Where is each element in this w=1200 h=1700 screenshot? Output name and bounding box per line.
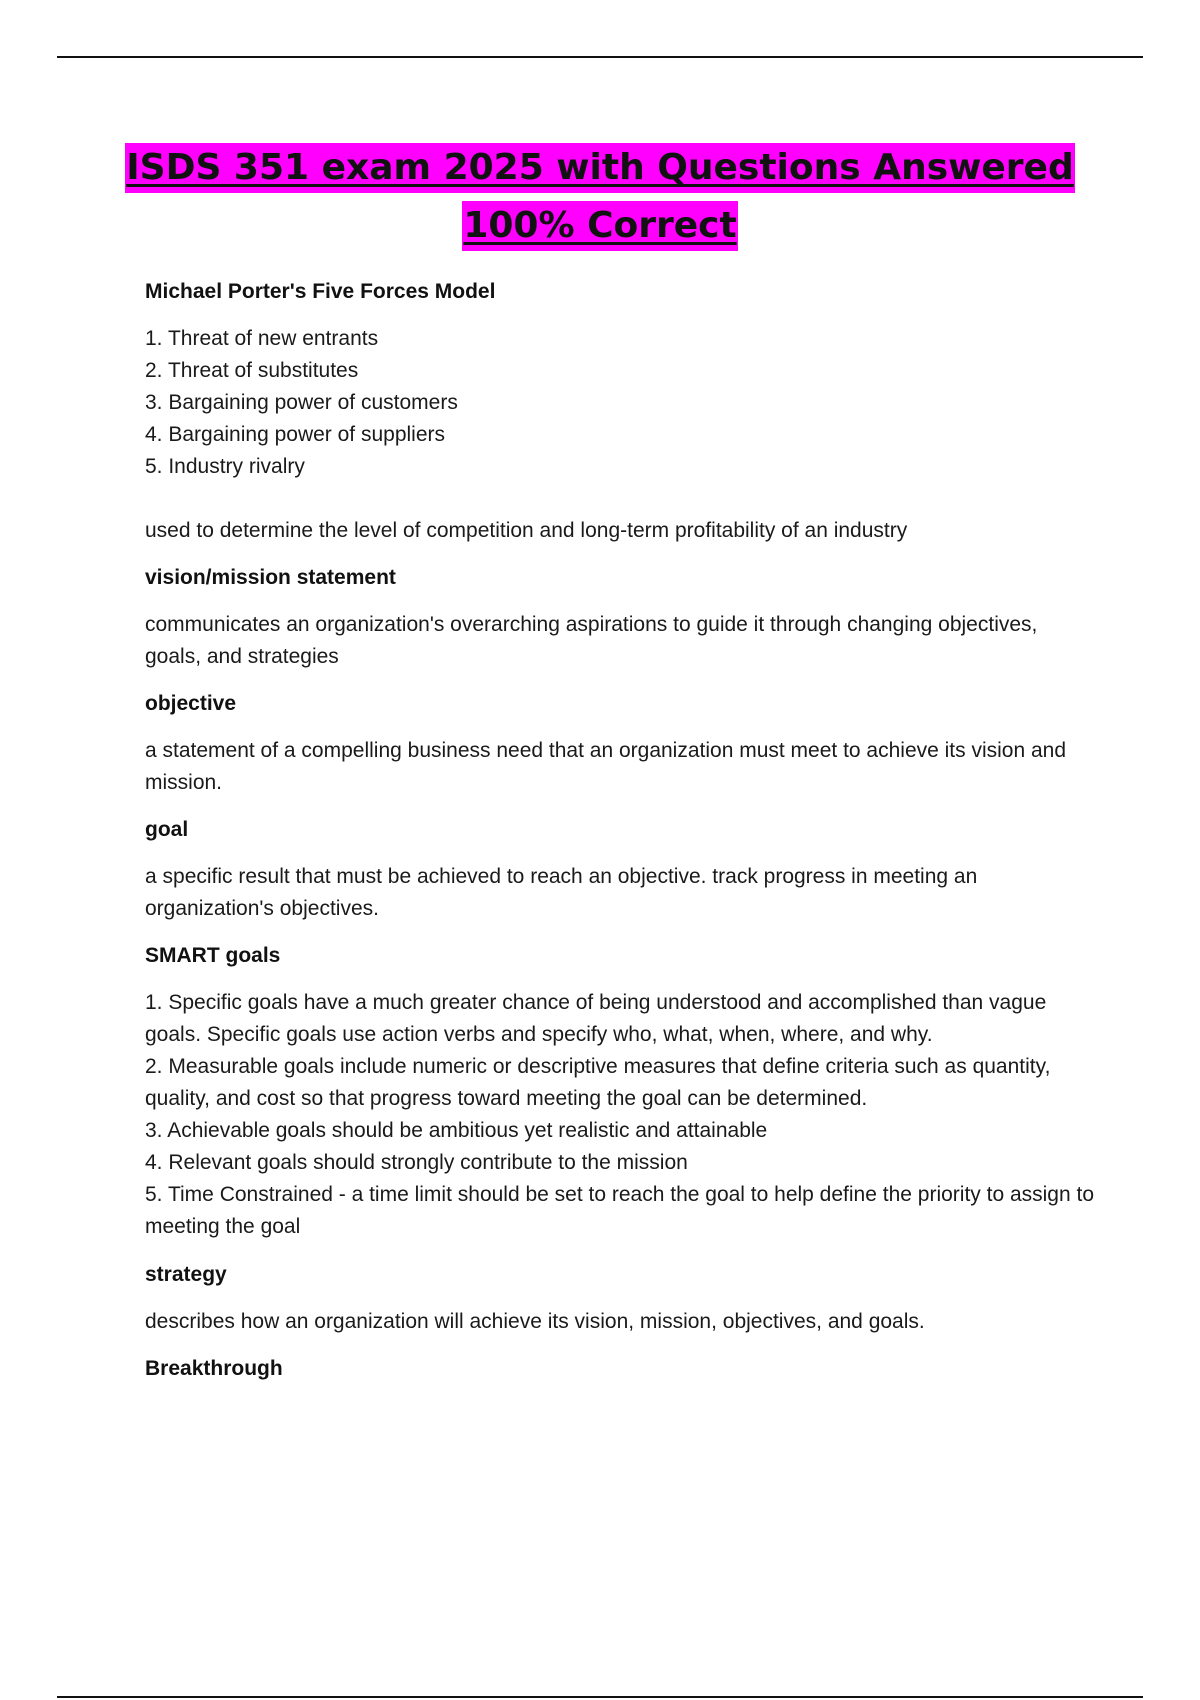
list-item: 2. Threat of substitutes — [145, 359, 359, 382]
term-vision: vision/mission statement — [145, 566, 396, 589]
term-smart-goals: SMART goals — [145, 944, 281, 967]
document-title — [0, 143, 1200, 259]
list-item: 4. Bargaining power of suppliers — [145, 423, 446, 446]
term-objective: objective — [145, 692, 237, 715]
definition-objective: a statement of a compelling business need that an organization must meet to achieve its vision and mission. — [145, 739, 1067, 794]
title-line-1: ISDS 351 exam 2025 with Questions Answered — [125, 143, 1075, 193]
list-item: 1. Specific goals have a much greater chance of being understood and accomplished than vague goals. Specific goals use action verbs and specify who, what, when, where, and why. — [145, 991, 1047, 1046]
smart-goals-list — [145, 987, 1095, 1243]
list-item: 4. Relevant goals should strongly contribute to the mission — [145, 1151, 688, 1174]
definition-goal: a specific result that must be achieved to reach an objective. track progress in meeting an organization's objectives. — [145, 865, 978, 920]
document-body — [145, 276, 1095, 1400]
term-goal: goal — [145, 818, 189, 841]
definition-porter: used to determine the level of competition and long-term profitability of an industry — [145, 519, 908, 542]
top-rule — [57, 56, 1143, 58]
list-item: 3. Achievable goals should be ambitious yet realistic and attainable — [145, 1119, 768, 1142]
term-strategy: strategy — [145, 1263, 227, 1286]
definition-strategy: describes how an organization will achieve its vision, mission, objectives, and goals. — [145, 1310, 925, 1333]
list-item: 2. Measurable goals include numeric or descriptive measures that define criteria such as quantity, quality, and cost so that progress toward meeting the goal can be determined. — [145, 1055, 1051, 1110]
definition-vision: communicates an organization's overarching aspirations to guide it through changing objectives, goals, and strategies — [145, 613, 1038, 668]
spacer — [145, 499, 1095, 515]
term-breakthrough: Breakthrough — [145, 1357, 283, 1380]
list-item: 5. Industry rivalry — [145, 455, 305, 478]
list-item: 3. Bargaining power of customers — [145, 391, 458, 414]
list-item: 5. Time Constrained - a time limit should be set to reach the goal to help define the priority to assign to meeting the goal — [145, 1183, 1095, 1238]
list-item: 1. Threat of new entrants — [145, 327, 379, 350]
term-porter: Michael Porter's Five Forces Model — [145, 280, 496, 303]
porter-forces-list — [145, 323, 1095, 483]
title-line-2: 100% Correct — [462, 201, 737, 251]
bottom-rule — [57, 1696, 1143, 1698]
